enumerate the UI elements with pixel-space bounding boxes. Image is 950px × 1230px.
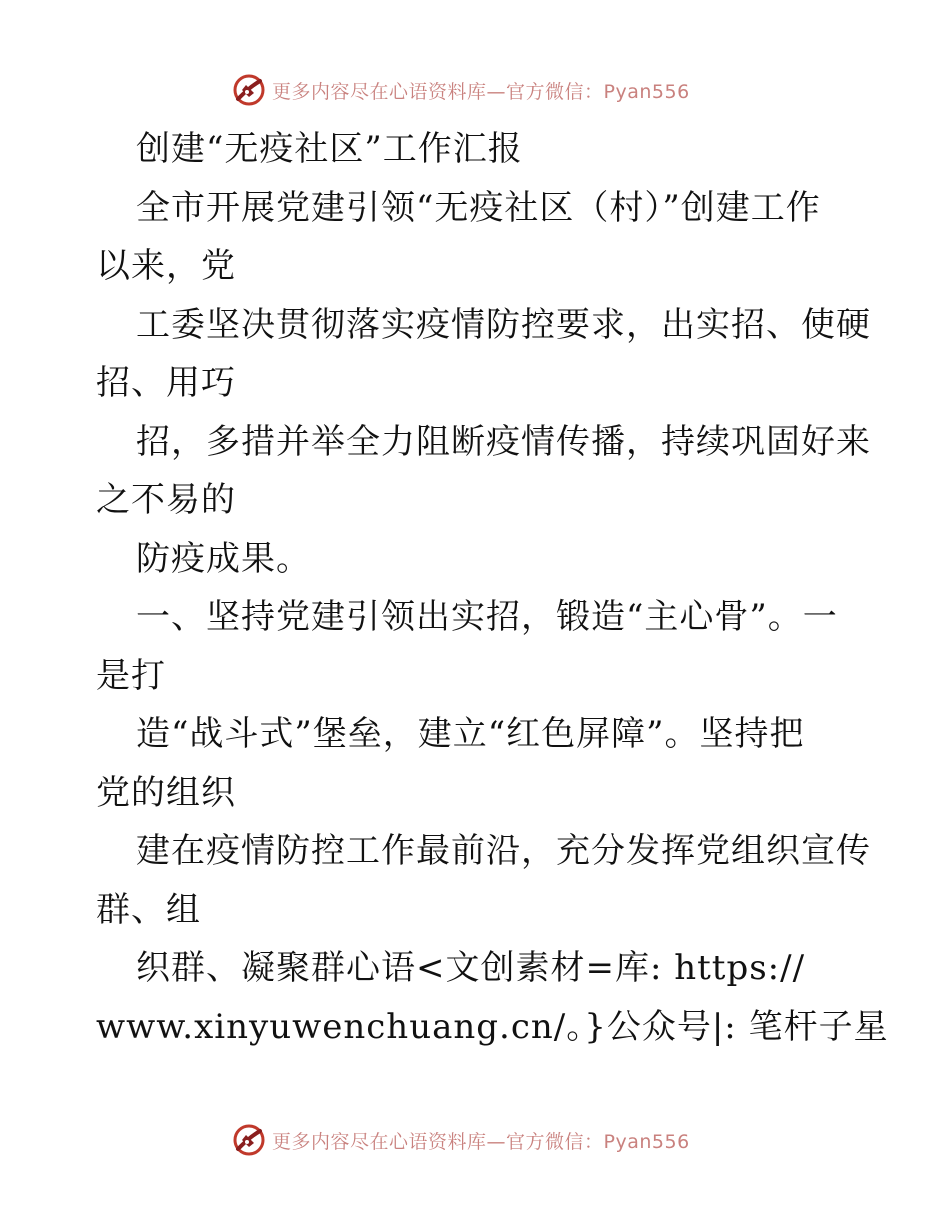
document-line: 建在疫情防控工作最前沿，充分发挥党组织宣传 [136, 831, 871, 871]
footer-watermark [232, 1120, 752, 1160]
document-line: 群、组 [96, 889, 201, 930]
document-line: www.xinyuwenchuang.cn/。}公众号|: 笔杆子星 [96, 1006, 889, 1047]
document-line: 以来，党 [96, 246, 236, 286]
document-body [96, 120, 889, 1056]
watermark-text: 更多内容尽在心语资料库—官方微信：Pyan556 [272, 80, 690, 103]
document-line: 防疫成果。 [136, 538, 311, 579]
document-line: 招，多措并举全力阻断疫情传播，持续巩固好来 [136, 421, 871, 462]
document-line: 全市开展党建引领“无疫社区（村）”创建工作 [136, 187, 821, 228]
pen-nib-logo-icon [232, 1123, 266, 1157]
pen-nib-logo-icon [232, 73, 266, 107]
document-line: 招、用巧 [96, 363, 236, 403]
document-line [96, 120, 866, 179]
header-watermark [232, 70, 752, 110]
document-line: 之不易的 [96, 480, 236, 520]
document-line: 造“战斗式”堡垒，建立“红色屏障”。坚持把 [136, 714, 805, 754]
document-line: 一、坚持党建引领出实招，锻造“主心骨”。一 [136, 597, 838, 637]
document-title: 创建“无疫社区”工作汇报 [136, 129, 523, 169]
document-line: 工委坚决贯彻落实疫情防控要求，出实招、使硬 [136, 304, 871, 345]
document-line: 织群、凝聚群心语<文创素材=库: https:// [136, 948, 806, 988]
watermark-text: 更多内容尽在心语资料库—官方微信：Pyan556 [272, 1130, 690, 1153]
document-line: 党的组织 [96, 772, 236, 813]
document-line: 是打 [96, 655, 166, 696]
